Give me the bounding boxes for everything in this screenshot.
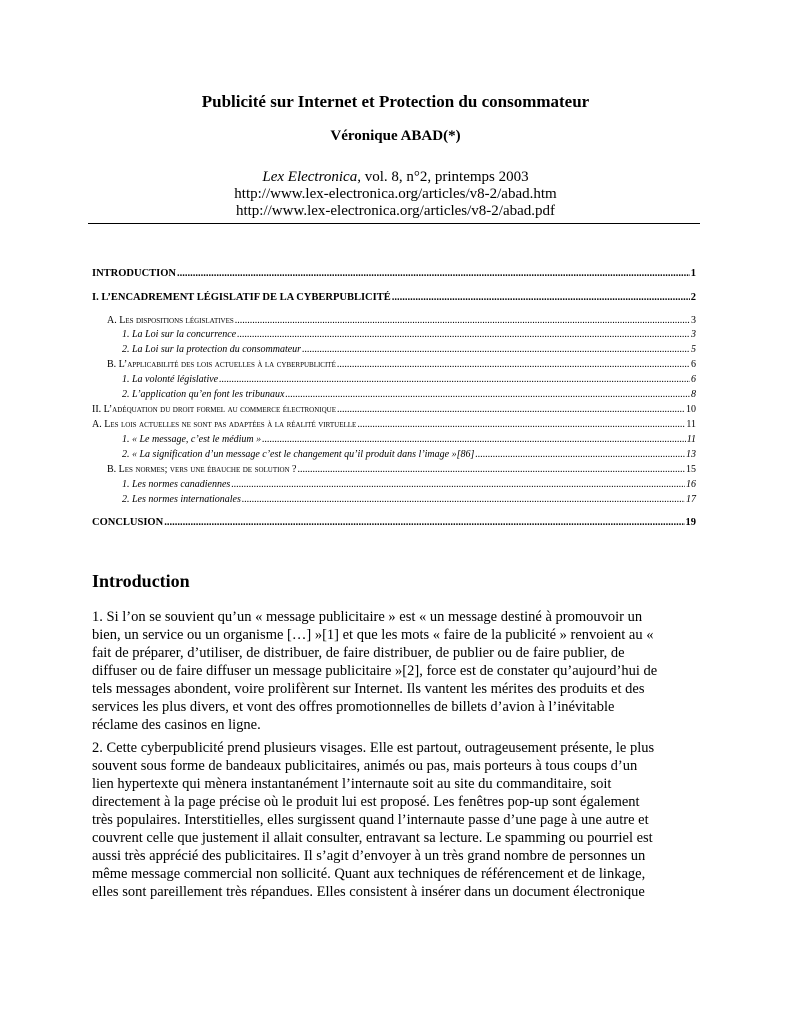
toc-page: 13 — [686, 449, 696, 460]
header-divider — [88, 223, 700, 224]
toc-page: 11 — [686, 419, 696, 430]
text-line: même message commercial non sollicité. Quant aux techniques de référencement et de linkage, — [92, 866, 646, 882]
text-line: très populaires. Interstitielles, elles surgissent quand l’internaute passe d’une page à une autre et — [92, 812, 649, 828]
section-heading: Introduction — [92, 571, 190, 591]
text-line: 2. Cette cyberpublicité prend plusieurs visages. Elle est partout, outrageusement présente, le plus — [92, 740, 655, 756]
toc-page: 2 — [690, 292, 696, 303]
text-line: aussi très apprécié des publicitaires. Il s’agit d’envoyer à un très grand nombre de personnes un — [92, 848, 646, 864]
toc-entry[interactable] — [107, 359, 696, 370]
toc-page: 19 — [685, 517, 696, 528]
toc-entry[interactable] — [122, 494, 696, 505]
paragraph-1 — [92, 608, 700, 734]
journal-details: , vol. 8, n°2, printemps 2003 — [357, 169, 529, 185]
text-line: tels messages abondent, voire prolifèrent sur Internet. Ils vantent les mérites des produits et des — [92, 681, 645, 697]
url-htm[interactable]: http://www.lex-electronica.org/articles/v8-2/abad.htm — [234, 186, 557, 202]
url-pdf[interactable]: http://www.lex-electronica.org/articles/v8-2/abad.pdf — [235, 203, 556, 219]
toc-entry[interactable] — [92, 268, 696, 279]
toc-page: 5 — [691, 344, 696, 355]
toc-entry[interactable] — [122, 374, 696, 385]
toc-page: 1 — [690, 268, 696, 279]
text-line: couvrent celle que justement il allait consulter, entravant sa lecture. Le spamming ou pourriel est — [92, 830, 653, 846]
toc-page: 6 — [691, 359, 696, 370]
text-line: bien, un service ou un organisme […] »[1] et que les mots « faire de la publicité » renvoient au « — [92, 627, 654, 643]
toc-page: 6 — [691, 374, 696, 385]
citation-block — [0, 169, 791, 220]
toc-label: 1. La volonté législative — [122, 374, 219, 385]
toc-label: 1. Les normes canadiennes — [122, 479, 231, 490]
author-name: Véronique ABAD(*) — [330, 128, 461, 144]
toc-label: A. Les dispositions législatives — [107, 315, 234, 326]
toc-label: 2. La Loi sur la protection du consommateur — [122, 344, 302, 355]
toc-entry[interactable] — [92, 517, 696, 528]
toc-entry[interactable] — [92, 419, 696, 430]
toc-page: 3 — [691, 315, 696, 326]
journal-line — [0, 169, 791, 186]
toc-page: 16 — [686, 479, 696, 490]
toc-entry[interactable] — [122, 479, 696, 490]
toc-entry[interactable] — [107, 464, 696, 475]
toc-label: II. L’adéquation du droit formel au commerce électronique — [92, 404, 337, 415]
document-title: Publicité sur Internet et Protection du consommateur — [201, 92, 590, 111]
toc-page: 15 — [686, 464, 696, 475]
toc-label: A. Les lois actuelles ne sont pas adaptées à la réalité virtuelle — [92, 419, 357, 430]
toc-page: 3 — [691, 329, 696, 340]
toc-label: I. L’ENCADREMENT LÉGISLATIF DE LA CYBERPUBLICITÉ — [92, 292, 391, 303]
text-line: lien hypertexte qui mènera instantanément l’internaute soit au site du commanditaire, soit — [92, 776, 612, 792]
text-line: réclame des casinos en ligne. — [92, 717, 261, 733]
toc-entry[interactable] — [92, 292, 696, 303]
text-line: souvent sous forme de bandeaux publicitaires, animés ou pas, mais porteurs à tous coups d’un — [92, 758, 638, 774]
toc-label: 2. L’application qu’en font les tribunaux — [122, 389, 285, 400]
text-line: diffuser ou de faire diffuser un message publicitaire »[2], force est de constater qu’aujourd’hui de — [92, 663, 658, 679]
toc-entry[interactable] — [122, 449, 696, 460]
toc-entry[interactable] — [122, 434, 696, 445]
toc-entry[interactable] — [122, 329, 696, 340]
toc-label: 1. La Loi sur la concurrence — [122, 329, 237, 340]
text-line: directement à la page précise où le produit lui est proposé. Les fenêtres pop-up sont également — [92, 794, 640, 810]
journal-name: Lex Electronica — [262, 169, 358, 185]
toc-label: 1. « Le message, c’est le médium » — [122, 434, 262, 445]
toc-page: 11 — [686, 434, 696, 445]
toc-entry[interactable] — [122, 344, 696, 355]
toc-entry[interactable] — [92, 404, 696, 415]
text-line: services les plus divers, et vont des offres promotionnelles de billets d’avion à l’inévitable — [92, 699, 615, 715]
toc-label: INTRODUCTION — [92, 268, 177, 279]
toc-page: 17 — [686, 494, 696, 505]
toc-label: B. Les normes; vers une ébauche de solution ? — [107, 464, 297, 475]
toc-page: 10 — [686, 404, 696, 415]
toc-entry[interactable] — [107, 315, 696, 326]
toc-label: CONCLUSION — [92, 517, 164, 528]
text-line: elles sont pareillement très répandues. Elles consistent à insérer dans un document électronique — [92, 884, 645, 900]
text-line: fait de préparer, d’utiliser, de distribuer, de faire distribuer, de publier ou de faire publier, de — [92, 645, 625, 661]
toc-label: 2. « La signification d’un message c’est le changement qu’il produit dans l’image »[86] — [122, 449, 475, 460]
toc-label: 2. Les normes internationales — [122, 494, 241, 505]
toc-page: 8 — [691, 389, 696, 400]
paragraph-2 — [92, 739, 700, 901]
toc-label: B. L’applicabilité des lois actuelles à la cyberpublicité — [107, 359, 336, 370]
toc-entry[interactable] — [122, 389, 696, 400]
text-line: 1. Si l’on se souvient qu’un « message publicitaire » est « un message destiné à promouvoir un — [92, 609, 643, 625]
